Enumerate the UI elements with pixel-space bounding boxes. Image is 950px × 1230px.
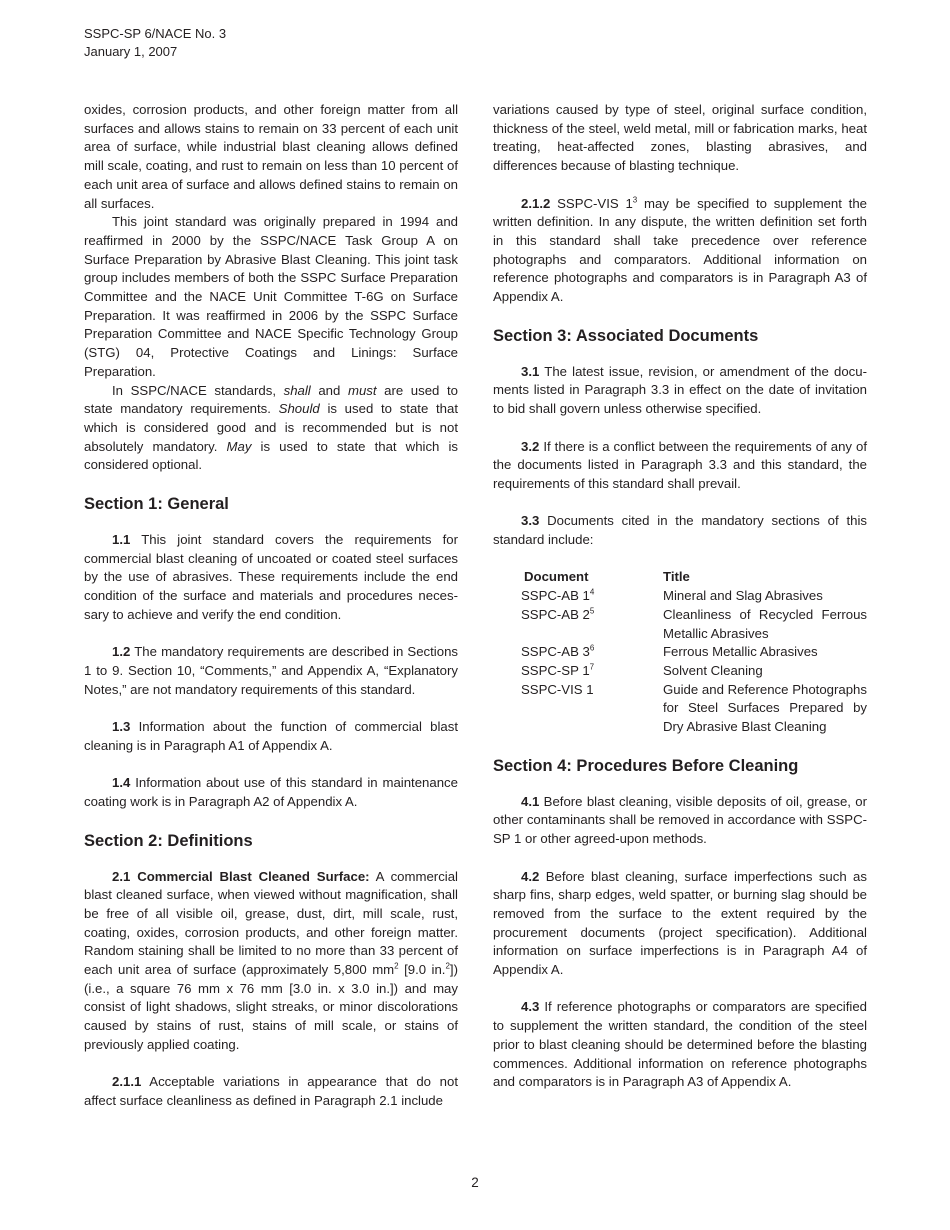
section-1-heading: Section 1: General — [84, 495, 229, 514]
paragraph-intro-continued: oxides, corrosion products, and other foreign matter from all surfaces and allows stains to remain on 33 percent of each unit area of surface, while industrial blast cleaning allows defined mill scale, coating, and rust to remain on less than 10 percent of each unit area of surface and allows defined stains to remain on all surfaces. — [84, 102, 458, 211]
column-header-title: Title — [663, 569, 690, 585]
paragraph-4-3: 4.3 If reference photographs or comparators are specified to supplement the written standard, the condition of the steel prior to blast cleaning should be determined before the blasting commences. Additional information on reference photographs and comparators is in Paragraph A3 of Appendix A. — [493, 999, 867, 1090]
table-row — [521, 587, 867, 606]
column-header-document: Document — [524, 569, 589, 585]
paragraph-3-3: 3.3 Documents cited in the mandatory sections of this standard include: — [493, 513, 867, 548]
paragraph-2-1-2: 2.1.2 SSPC-VIS $1^3$ may be specified to supplement the written definition. In any dispute, the written definition set forth in this standard shall take precedence over reference photographs and comparators. Additional information on reference photographs and comparators is in Paragraph A3 of Appendix A. — [493, 195, 867, 305]
paragraph-3-1: 3.1 The latest issue, revision, or amendment of the docu-ments listed in Paragraph 3.3 in effect on the date of invitation to bid shall govern unless otherwise specified. — [493, 363, 867, 417]
document-cell: SSPC-AB $2^5$ — [521, 606, 595, 622]
right-column — [493, 101, 867, 1092]
paragraph-mandatory-language: In SSPC/NACE standards, shall and must are used to state mandatory requirements. Should is used to state that which is considered good and is recommended but is not absolutely mandatory. May is used to state that which is considered optional. — [84, 382, 459, 473]
page-number: 2 — [471, 1175, 479, 1190]
paragraph-4-2: 4.2 Before blast cleaning, surface imperfections such as sharp fins, sharp edges, weld spatter, or burning slag should be removed from the surface to the extent required by the procurement documents (project specification). Additional information on surface imperfections is in Paragraph A4 of Appendix A. — [493, 868, 867, 978]
document-cell: SSPC-VIS 1 — [521, 681, 594, 697]
paragraph-1-4: 1.4 Information about use of this standard in maintenance coating work is in Paragraph A2 of Appendix A. — [84, 775, 458, 809]
table-row — [521, 662, 867, 681]
title-cell: Solvent Cleaning — [663, 662, 763, 678]
table-header-row — [521, 568, 867, 587]
paragraph-variations-continued: variations caused by type of steel, original surface condition, thickness of the steel, weld metal, mill or fabrication marks, heat treating, heat-affected zones, blasting abrasives, and differences because of blasting technique. — [493, 102, 867, 174]
paragraph-1-3: 1.3 Information about the function of commercial blast cleaning is in Paragraph A1 of Appendix A. — [84, 719, 458, 753]
running-header — [84, 25, 226, 61]
document-cell: SSPC-SP $1^7$ — [521, 662, 595, 678]
document-date: January 1, 2007 — [84, 44, 178, 59]
document-id: SSPC-SP 6/NACE No. 3 — [84, 26, 227, 41]
title-cell: Guide and Reference Photographs for Steel Surfaces Prepared by Dry Abrasive Blast Cleaning — [663, 681, 867, 735]
associated-documents-table — [521, 568, 867, 736]
section-4-heading: Section 4: Procedures Before Cleaning — [493, 756, 799, 775]
document-cell: SSPC-AB $3^6$ — [521, 643, 595, 660]
table-row — [521, 606, 867, 643]
paragraph-1-2: 1.2 The mandatory requirements are described in Sections 1 to 9. Section 10, “Comments,” and Appendix A, “Explanatory Notes,” are not mandatory requirements of this standard. — [84, 644, 458, 697]
table-row — [521, 643, 867, 662]
title-cell: Mineral and Slag Abrasives — [663, 588, 823, 604]
paragraph-4-1: 4.1 Before blast cleaning, visible deposits of oil, grease, or other contaminants shall be removed in accordance with SSPC-SP 1 or other agreed-upon methods. — [493, 793, 867, 847]
document-cell: SSPC-AB $1^4$ — [521, 587, 595, 604]
title-cell: Cleanliness of Recycled Ferrous Metallic Abrasives — [663, 606, 867, 641]
paragraph-2-1-1: 2.1.1 Acceptable variations in appearance that do not affect surface cleanliness as defined in Paragraph 2.1 include — [84, 1074, 458, 1108]
left-column — [84, 101, 458, 1111]
paragraph-3-2: 3.2 If there is a conflict between the requirements of any of the documents listed in Paragraph 3.3 and this standard, the requirements of this standard shall prevail. — [493, 438, 867, 491]
paragraph-2-1: 2.1 Commercial Blast Cleaned Surface: A commercial blast cleaned surface, when viewed without magnification, shall be free of all visible oil, grease, dust, dirt, mill scale, rust, coating, oxides, corrosion products, and other foreign matter. Random staining shall be limited to no more than 33 percent of each unit area of surface (approximately 5,800 $mm^2$ [9.0 in.$^2$]) (i.e., a square 76 mm x 76 mm [3.0 in. x 3.0 in.]) and may consist of light shadows, slight streaks, or minor discolorations caused by stains of rust, stains of mill scale, or stains of previously applied coating. — [84, 868, 458, 1052]
paragraph-joint-standard-history: This joint standard was originally prepared in 1994 and reaffirmed in 2000 by the SSPC/NACE Task Group A on Surface Preparation by Abrasive Blast Cleaning. This joint task group includes members of both the SSPC Surface Preparation Committee and the NACE Unit Committee T-6G on Surface Preparation. It was reaffirmed in 2006 by the SSPC Surface Preparation Committee and NACE Specific Technology Group (STG) 04, Protective Coatings and Linings: Surface Preparation. — [84, 214, 458, 379]
paragraph-1-1: 1.1 This joint standard covers the requirements for commercial blast cleaning of uncoated or coated steel surfaces by the use of abrasives. These requirements include the end condition of the surface and materials and procedures neces-sary to achieve and verify the end condition. — [84, 532, 458, 622]
title-cell: Ferrous Metallic Abrasives — [663, 644, 818, 660]
section-2-heading: Section 2: Definitions — [84, 831, 253, 850]
section-3-heading: Section 3: Associated Documents — [493, 326, 759, 345]
table-row — [521, 681, 867, 737]
